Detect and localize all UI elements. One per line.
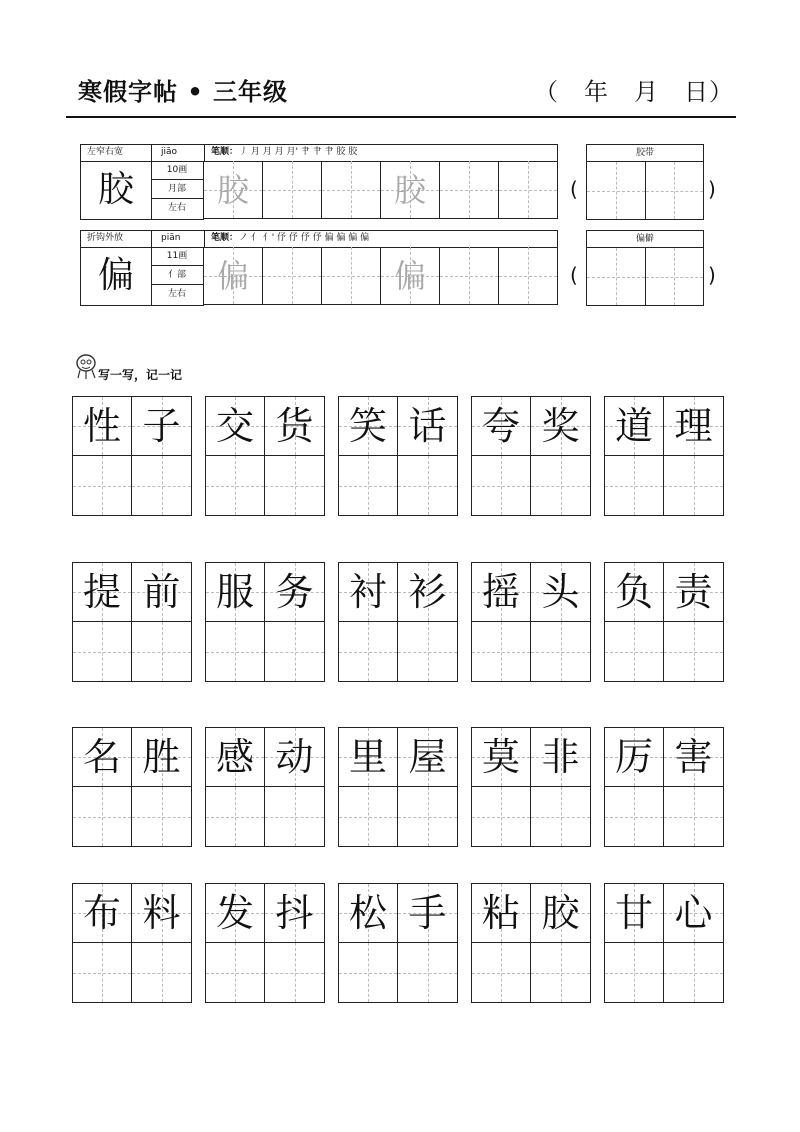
word-char-cell[interactable]: 货: [265, 397, 324, 456]
practice-cell[interactable]: [339, 456, 398, 515]
header-rule: [66, 116, 736, 118]
word-group: [72, 396, 192, 516]
word-char-cell[interactable]: 话: [398, 397, 457, 456]
structure-label: 折钩外放: [87, 233, 124, 243]
model-character: 胶: [80, 161, 152, 220]
word-practice-cell[interactable]: [646, 248, 705, 306]
word-group: [604, 883, 724, 1003]
practice-cell[interactable]: [398, 456, 457, 515]
practice-cell[interactable]: [440, 247, 499, 305]
word-char-cell[interactable]: 屋: [398, 728, 457, 787]
strokes-label: 笔顺：: [211, 233, 239, 243]
layout-type: 左右: [167, 289, 186, 299]
practice-cell[interactable]: [398, 622, 457, 681]
word-practice-cell[interactable]: [587, 162, 646, 220]
word-group: [72, 562, 192, 682]
word-char-cell[interactable]: 料: [132, 884, 191, 943]
practice-cell[interactable]: [440, 161, 499, 219]
word-group: [338, 396, 458, 516]
word-practice-cell[interactable]: [587, 248, 646, 306]
practice-cell[interactable]: [605, 622, 664, 681]
word-group: [604, 727, 724, 847]
word-group: [338, 883, 458, 1003]
model-character: 偏: [80, 247, 152, 306]
word-char-cell[interactable]: 服: [206, 563, 265, 622]
word-char-cell[interactable]: 笑: [339, 397, 398, 456]
word-char-cell[interactable]: 提: [73, 563, 132, 622]
practice-cell[interactable]: [132, 622, 191, 681]
section-title: 写一写，记一记: [98, 368, 183, 382]
practice-cell[interactable]: [531, 622, 590, 681]
date-field: （ 年 月 日）: [534, 78, 734, 106]
practice-cell[interactable]: [605, 943, 664, 1002]
word-char-cell[interactable]: 摇: [472, 563, 531, 622]
practice-cell[interactable]: [664, 787, 723, 846]
paren-close: ): [708, 263, 716, 287]
word-group: [205, 562, 325, 682]
word-char-cell[interactable]: 粘: [472, 884, 531, 943]
character-details: [151, 247, 204, 306]
word-char-cell[interactable]: 负: [605, 563, 664, 622]
character-details: [151, 161, 204, 220]
practice-cell[interactable]: [73, 622, 132, 681]
practice-cell[interactable]: [322, 247, 381, 305]
word-char-cell[interactable]: 莫: [472, 728, 531, 787]
word-group: [205, 396, 325, 516]
word-label: 偏僻: [586, 230, 704, 248]
word-char-cell[interactable]: 名: [73, 728, 132, 787]
word-char-cell[interactable]: 前: [132, 563, 191, 622]
pinyin-label: jiāo: [161, 147, 178, 157]
word-char-cell[interactable]: 里: [339, 728, 398, 787]
word-group: [471, 883, 591, 1003]
practice-cell[interactable]: [73, 943, 132, 1002]
word-char-cell[interactable]: 道: [605, 397, 664, 456]
stroke-order: ノ 亻 亻' 伃 伃 伃 伃 偏 偏 偏 偏: [239, 233, 370, 243]
character-info-bar: [80, 144, 558, 162]
word-char-cell[interactable]: 衬: [339, 563, 398, 622]
word-char-cell[interactable]: 非: [531, 728, 590, 787]
practice-cell[interactable]: [206, 943, 265, 1002]
word-char-cell[interactable]: 奖: [531, 397, 590, 456]
word-char-cell[interactable]: 心: [664, 884, 723, 943]
radical: 月部: [151, 180, 203, 199]
practice-cell[interactable]: [265, 622, 324, 681]
word-group: [471, 396, 591, 516]
radical: 亻部: [151, 266, 203, 285]
practice-cell[interactable]: [263, 161, 322, 219]
practice-cell[interactable]: [605, 787, 664, 846]
word-group: [471, 727, 591, 847]
word-char-cell[interactable]: 衫: [398, 563, 457, 622]
practice-cell[interactable]: [531, 787, 590, 846]
practice-cell[interactable]: [664, 622, 723, 681]
word-char-cell[interactable]: 子: [132, 397, 191, 456]
word-char-cell[interactable]: 厉: [605, 728, 664, 787]
practice-cell[interactable]: [605, 456, 664, 515]
cartoon-icon: [74, 352, 100, 380]
word-char-cell[interactable]: 布: [73, 884, 132, 943]
word-char-cell[interactable]: 发: [206, 884, 265, 943]
word-char-cell[interactable]: 头: [531, 563, 590, 622]
paren-open: (: [570, 177, 578, 201]
word-group: [604, 396, 724, 516]
practice-cell[interactable]: [265, 787, 324, 846]
practice-cell[interactable]: [339, 622, 398, 681]
practice-cell[interactable]: [132, 943, 191, 1002]
practice-cell[interactable]: [499, 247, 558, 305]
trace-cell[interactable]: 胶: [204, 161, 263, 219]
practice-cell[interactable]: [664, 456, 723, 515]
word-group: [72, 727, 192, 847]
practice-cell[interactable]: [263, 247, 322, 305]
layout-type: 左右: [167, 203, 186, 213]
practice-cell[interactable]: [472, 622, 531, 681]
tracing-cells: [204, 247, 558, 305]
word-box: [586, 230, 704, 306]
practice-cell[interactable]: [499, 161, 558, 219]
word-char-cell[interactable]: 胶: [531, 884, 590, 943]
practice-cell[interactable]: [73, 456, 132, 515]
practice-cell[interactable]: [206, 456, 265, 515]
word-box: [586, 144, 704, 220]
practice-cell[interactable]: [398, 943, 457, 1002]
practice-cell[interactable]: [206, 622, 265, 681]
word-label: 胶带: [586, 144, 704, 162]
practice-cell[interactable]: [265, 456, 324, 515]
practice-cell[interactable]: [265, 943, 324, 1002]
word-group: [338, 727, 458, 847]
practice-cell[interactable]: [398, 787, 457, 846]
stroke-count: 11画: [151, 247, 203, 266]
practice-cell[interactable]: [472, 787, 531, 846]
word-char-cell[interactable]: 夸: [472, 397, 531, 456]
practice-cell[interactable]: [132, 456, 191, 515]
word-group: [338, 562, 458, 682]
trace-cell[interactable]: 偏: [204, 247, 263, 305]
practice-cell[interactable]: [132, 787, 191, 846]
page-title: 寒假字帖 • 三年级: [78, 78, 289, 106]
word-char-cell[interactable]: 抖: [265, 884, 324, 943]
character-info-bar: [80, 230, 558, 248]
paren-close: ): [708, 177, 716, 201]
stroke-count: 10画: [151, 161, 203, 180]
practice-cell[interactable]: [531, 943, 590, 1002]
word-char-cell[interactable]: 甘: [605, 884, 664, 943]
practice-cell[interactable]: [339, 943, 398, 1002]
practice-cell[interactable]: [206, 787, 265, 846]
practice-cell[interactable]: [472, 456, 531, 515]
word-group: [205, 727, 325, 847]
word-char-cell[interactable]: 手: [398, 884, 457, 943]
word-group: [604, 562, 724, 682]
practice-cell[interactable]: [73, 787, 132, 846]
practice-cell[interactable]: [664, 943, 723, 1002]
pinyin-label: piān: [161, 233, 181, 243]
word-char-cell[interactable]: 务: [265, 563, 324, 622]
word-char-cell[interactable]: 交: [206, 397, 265, 456]
practice-grid: [72, 396, 724, 1016]
word-practice-cell[interactable]: [646, 162, 705, 220]
word-char-cell[interactable]: 胜: [132, 728, 191, 787]
structure-label: 左窄右宽: [87, 147, 124, 157]
word-group: [471, 562, 591, 682]
word-char-cell[interactable]: 责: [664, 563, 723, 622]
practice-cell[interactable]: [472, 943, 531, 1002]
trace-cell[interactable]: 偏: [381, 247, 440, 305]
tracing-cells: [204, 161, 558, 219]
word-char-cell[interactable]: 动: [265, 728, 324, 787]
practice-cell[interactable]: [339, 787, 398, 846]
stroke-order: 丿 月 月 月 月' 肀 肀 肀 胶 胶: [239, 147, 358, 157]
word-char-cell[interactable]: 理: [664, 397, 723, 456]
word-char-cell[interactable]: 性: [73, 397, 132, 456]
paren-open: (: [570, 263, 578, 287]
word-char-cell[interactable]: 害: [664, 728, 723, 787]
practice-cell[interactable]: [322, 161, 381, 219]
strokes-label: 笔顺：: [211, 147, 239, 157]
practice-cell[interactable]: [531, 456, 590, 515]
trace-cell[interactable]: 胶: [381, 161, 440, 219]
word-group: [72, 883, 192, 1003]
word-char-cell[interactable]: 松: [339, 884, 398, 943]
word-char-cell[interactable]: 感: [206, 728, 265, 787]
word-group: [205, 883, 325, 1003]
